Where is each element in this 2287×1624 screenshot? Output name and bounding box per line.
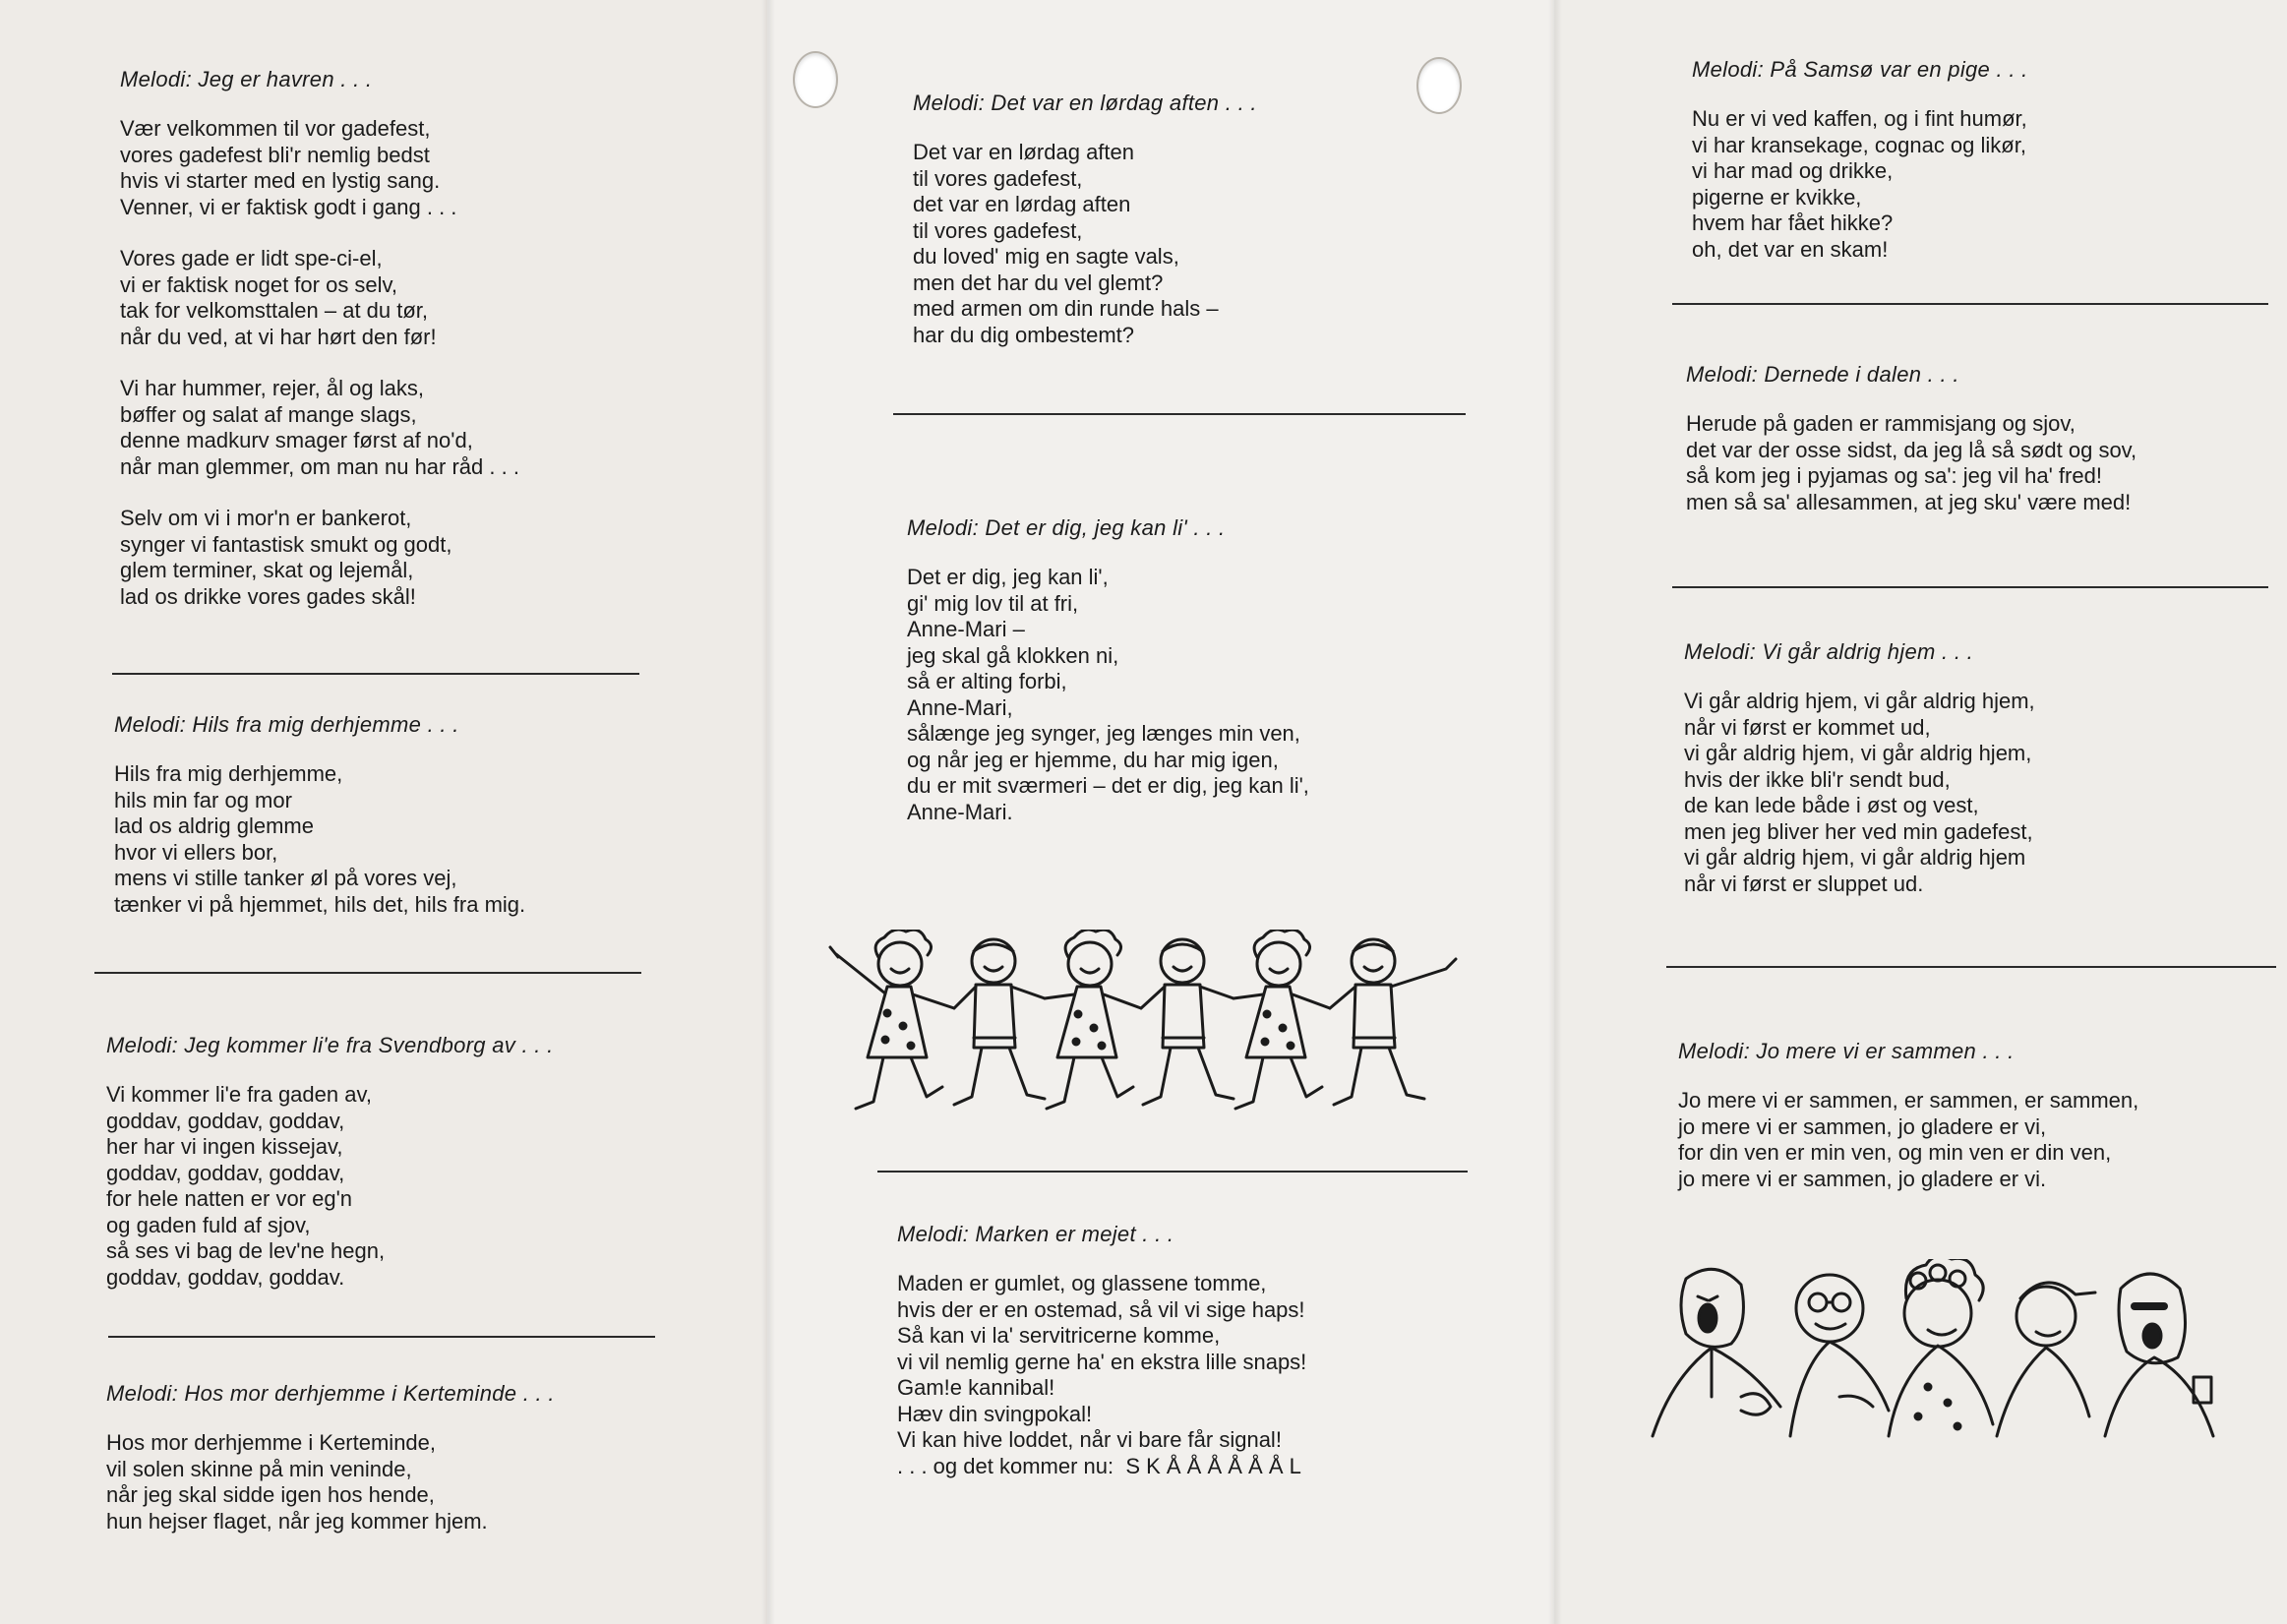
lyric-line: men så sa' allesammen, at jeg sku' være med!: [1686, 489, 2132, 514]
lyric-line: tænker vi på hjemmet, hils det, hils fra mig.: [114, 891, 526, 917]
stanza: [897, 1271, 1306, 1479]
lyric-line: oh, det var en skam!: [1692, 236, 1889, 262]
singer-5: [2105, 1274, 2213, 1436]
lyric-line: lad os drikke vores gades skål!: [120, 583, 416, 609]
melody-title: Melodi: Dernede i dalen . . .: [1686, 362, 1959, 387]
lyric-line: Det var en lørdag aften: [913, 140, 1135, 164]
lyric-line: Hæv din svingpokal!: [897, 1401, 1093, 1426]
lyric-line: og gaden fuld af sjov,: [106, 1212, 311, 1237]
singer-3: [1889, 1259, 1993, 1436]
lyric-line: Så kan vi la' servitricerne komme,: [897, 1323, 1221, 1348]
lyric-line: vi går aldrig hjem, vi går aldrig hjem: [1684, 845, 2026, 870]
lyric-line: Herude på gaden er rammisjang og sjov,: [1686, 411, 2076, 436]
melody-title: Melodi: Marken er mejet . . .: [897, 1222, 1174, 1246]
lyric-line: når man glemmer, om man nu har råd . . .: [120, 453, 519, 479]
dancer-girl-1: [830, 930, 954, 1109]
lyric-line: hils min far og mor: [114, 787, 292, 812]
stanza: [913, 140, 1257, 348]
lyric-line: . . . og det kommer nu: S K Å Å Å Å Å Å L: [897, 1453, 1301, 1478]
divider-rule: [108, 1336, 655, 1338]
song-hils-fra-mig-derhjemme: [114, 712, 525, 943]
lyric-line: for din ven er min ven, og min ven er din ven,: [1678, 1140, 2112, 1165]
stanza: [1678, 1088, 2138, 1192]
lyric-line: vi har mad og drikke,: [1692, 158, 1894, 183]
lyric-line: Det er dig, jeg kan li',: [907, 565, 1109, 589]
lyrics: [1686, 411, 2137, 515]
melody-title: Melodi: Jeg kommer li'e fra Svendborg av . . .: [106, 1033, 554, 1057]
singer-1: [1653, 1269, 1780, 1436]
lyric-line: bøffer og salat af mange slags,: [120, 401, 417, 427]
divider-rule: [94, 972, 641, 974]
lyric-line: Vi har hummer, rejer, ål og laks,: [120, 376, 424, 400]
lyric-line: så kom jeg i pyjamas og sa': jeg vil ha' fred!: [1686, 463, 2102, 488]
lyric-line: Selv om vi i mor'n er bankerot,: [120, 506, 412, 530]
song-vi-gaar-aldrig-hjem: [1684, 639, 2035, 923]
lyric-line: gi' mig lov til at fri,: [907, 590, 1079, 616]
song-det-er-dig-jeg-kan-li: [907, 515, 1309, 851]
lyric-line: goddav, goddav, goddav,: [106, 1108, 345, 1133]
lyric-line: Vær velkommen til vor gadefest,: [120, 116, 431, 141]
divider-rule: [1672, 303, 2268, 305]
lyric-line: for hele natten er vor eg'n: [106, 1186, 353, 1211]
lyric-line: hun hejser flaget, når jeg kommer hjem.: [106, 1508, 488, 1534]
dancer-girl-2: [1045, 930, 1141, 1109]
lyric-line: Vi kan hive loddet, når vi bare får signal!: [897, 1427, 1282, 1452]
lyric-line: synger vi fantastisk smukt og godt,: [120, 531, 452, 557]
dancer-boy-1: [954, 939, 1045, 1105]
lyrics: [1678, 1088, 2138, 1192]
lyric-line: Jo mere vi er sammen, er sammen, er sammen,: [1678, 1088, 2139, 1113]
lyric-line: Vi kommer li'e fra gaden av,: [106, 1082, 372, 1107]
lyric-line: når vi først er kommet ud,: [1684, 714, 1931, 740]
lyric-line: de kan lede både i øst og vest,: [1684, 793, 1979, 817]
melody-title: Melodi: Det var en lørdag aften . . .: [913, 90, 1257, 115]
song-dernede-i-dalen: [1686, 362, 2137, 541]
lyric-line: vores gadefest bli'r nemlig bedst: [120, 142, 430, 167]
lyrics: [897, 1271, 1306, 1479]
lyric-line: vil solen skinne på min veninde,: [106, 1456, 412, 1481]
stanza: [120, 116, 519, 220]
lyric-line: denne madkurv smager først af no'd,: [120, 428, 473, 452]
lyric-line: vi har kransekage, cognac og likør,: [1692, 132, 2026, 157]
lyrics: [120, 116, 519, 610]
lyric-line: lad os aldrig glemme: [114, 813, 314, 838]
stanza: [120, 376, 519, 480]
lyric-line: Maden er gumlet, og glassene tomme,: [897, 1271, 1267, 1295]
lyric-line: goddav, goddav, goddav,: [106, 1160, 345, 1185]
song-paa-samsoe-var-en-pige: [1692, 57, 2028, 288]
lyric-line: så ses vi bag de lev'ne hegn,: [106, 1238, 386, 1263]
stanza: [907, 565, 1309, 825]
lyric-line: Nu er vi ved kaffen, og i fint humør,: [1692, 106, 2027, 131]
stanza: [120, 246, 519, 350]
lyric-line: Vi går aldrig hjem, vi går aldrig hjem,: [1684, 689, 2035, 713]
lyric-line: Anne-Mari.: [907, 799, 1013, 824]
fold-line-left: [761, 0, 775, 1624]
lyric-line: jo mere vi er sammen, jo gladere er vi.: [1678, 1166, 2047, 1191]
lyric-line: det var der osse sidst, da jeg lå så sødt og sov,: [1686, 437, 2137, 462]
lyric-line: hvis der er en ostemad, så vil vi sige haps!: [897, 1296, 1305, 1322]
lyric-line: goddav, goddav, goddav.: [106, 1264, 345, 1290]
lyric-line: hvis vi starter med en lystig sang.: [120, 168, 441, 193]
stanza: [106, 1430, 555, 1534]
melody-title: Melodi: Hos mor derhjemme i Kerteminde . . .: [106, 1381, 555, 1406]
lyric-line: Hils fra mig derhjemme,: [114, 761, 343, 786]
song-jeg-kommer-lie-fra-svendborg: [106, 1033, 554, 1316]
lyric-line: glem terminer, skat og lejemål,: [120, 558, 414, 582]
lyric-line: Anne-Mari,: [907, 694, 1013, 720]
lyric-line: vi går aldrig hjem, vi går aldrig hjem,: [1684, 741, 2032, 765]
melody-title: Melodi: Hils fra mig derhjemme . . .: [114, 712, 459, 737]
lyric-line: så er alting forbi,: [907, 669, 1067, 693]
divider-rule: [877, 1171, 1468, 1173]
melody-title: Melodi: Jeg er havren . . .: [120, 67, 373, 91]
divider-rule: [893, 413, 1466, 415]
fold-line-right: [1548, 0, 1562, 1624]
lyric-line: sålænge jeg synger, jeg længes min ven,: [907, 721, 1300, 746]
lyric-line: vi vil nemlig gerne ha' en ekstra lille snaps!: [897, 1349, 1307, 1374]
lyrics: [907, 565, 1309, 825]
lyric-line: når jeg skal sidde igen hos hende,: [106, 1482, 435, 1507]
singing-group-illustration: [1643, 1259, 2272, 1456]
stanza: [106, 1082, 554, 1291]
lyric-line: har du dig ombestemt?: [913, 322, 1135, 347]
lyric-line: jo mere vi er sammen, jo gladere er vi,: [1678, 1113, 2047, 1139]
stanza: [120, 506, 519, 610]
song-jeg-er-havren: [120, 67, 519, 635]
punch-hole-right: [1416, 57, 1462, 114]
lyrics: [1684, 689, 2035, 897]
dancer-girl-3: [1234, 930, 1330, 1109]
stanza: [1686, 411, 2137, 515]
lyric-line: til vores gadefest,: [913, 165, 1083, 191]
song-det-var-en-lordag-aften: [913, 90, 1257, 374]
dancing-figures-illustration: [816, 930, 1544, 1126]
song-marken-er-mejet: [897, 1222, 1306, 1505]
lyrics: [114, 761, 525, 918]
lyric-line: du er mit sværmeri – det er dig, jeg kan li',: [907, 773, 1309, 798]
punch-hole-left: [793, 51, 838, 108]
lyric-line: her har vi ingen kissejav,: [106, 1134, 343, 1159]
singer-2: [1790, 1275, 1889, 1436]
melody-title: Melodi: Jo mere vi er sammen . . .: [1678, 1039, 2015, 1063]
lyric-line: men jeg bliver her ved min gadefest,: [1684, 818, 2033, 844]
singer-4: [1997, 1283, 2095, 1436]
lyrics: [913, 140, 1257, 348]
melody-title: Melodi: På Samsø var en pige . . .: [1692, 57, 2028, 82]
lyric-line: til vores gadefest,: [913, 217, 1083, 243]
lyric-line: du loved' mig en sagte vals,: [913, 244, 1179, 269]
lyric-line: Anne-Mari –: [907, 617, 1025, 641]
dancer-boy-3: [1330, 939, 1456, 1105]
lyric-line: Venner, vi er faktisk godt i gang . . .: [120, 194, 457, 219]
song-jo-mere-vi-er-sammen: [1678, 1039, 2138, 1218]
lyric-line: med armen om din runde hals –: [913, 296, 1219, 321]
lyric-line: tak for velkomsttalen – at du tør,: [120, 298, 429, 323]
lyric-line: Vores gade er lidt spe-ci-el,: [120, 246, 383, 271]
lyric-line: hvis der ikke bli'r sendt bud,: [1684, 766, 1951, 792]
song-hos-mor-derhjemme: [106, 1381, 555, 1560]
lyric-line: vi er faktisk noget for os selv,: [120, 271, 398, 297]
lyric-line: når vi først er sluppet ud.: [1684, 871, 1924, 896]
stanza: [1684, 689, 2035, 897]
lyric-line: Gam!e kannibal!: [897, 1375, 1055, 1400]
divider-rule: [1666, 966, 2276, 968]
lyrics: [1692, 106, 2028, 263]
lyric-line: mens vi stille tanker øl på vores vej,: [114, 866, 457, 890]
lyrics: [106, 1430, 555, 1534]
divider-rule: [112, 673, 639, 675]
lyric-line: Hos mor derhjemme i Kerteminde,: [106, 1430, 437, 1455]
melody-title: Melodi: Det er dig, jeg kan li' . . .: [907, 515, 1226, 540]
lyric-line: når du ved, at vi har hørt den før!: [120, 324, 437, 349]
lyric-line: men det har du vel glemt?: [913, 270, 1164, 295]
lyric-line: pigerne er kvikke,: [1692, 184, 1862, 210]
lyric-line: det var en lørdag aften: [913, 192, 1131, 216]
dancer-boy-2: [1141, 939, 1234, 1105]
lyric-line: jeg skal gå klokken ni,: [907, 642, 1119, 668]
melody-title: Melodi: Vi går aldrig hjem . . .: [1684, 639, 1974, 664]
lyric-line: og når jeg er hjemme, du har mig igen,: [907, 747, 1279, 772]
stanza: [114, 761, 525, 918]
lyric-line: hvor vi ellers bor,: [114, 839, 278, 865]
lyrics: [106, 1082, 554, 1291]
lyric-line: hvem har fået hikke?: [1692, 211, 1894, 235]
divider-rule: [1672, 586, 2268, 588]
stanza: [1692, 106, 2028, 263]
